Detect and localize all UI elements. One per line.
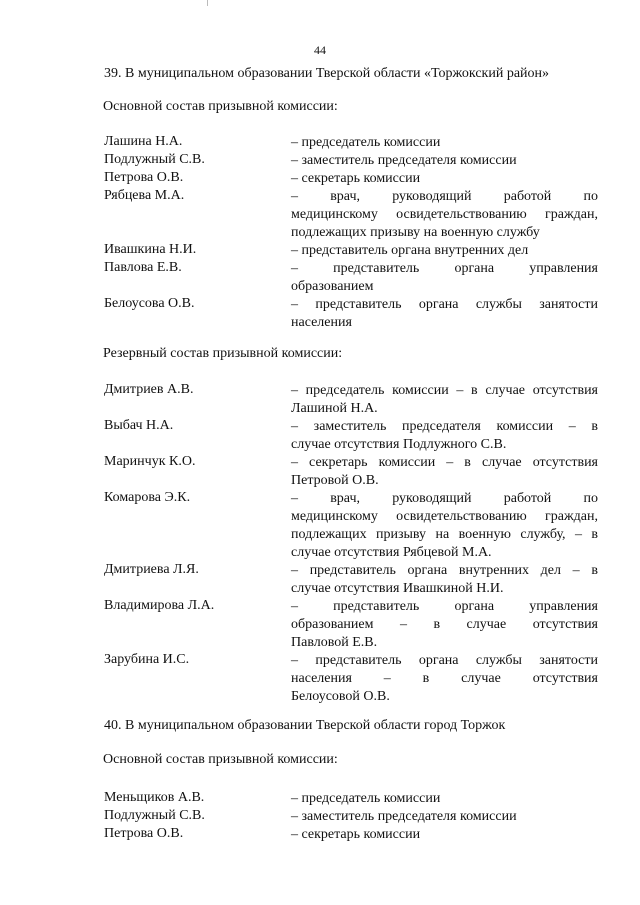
member-role (291, 382, 598, 418)
member-role-line: – представитель органа внутренних дел (291, 243, 529, 258)
member-role-line: Павловой Е.В. (291, 635, 378, 650)
section-39-heading: 39. В муниципальном образовании Тверской области «Торжокский район» (104, 66, 550, 81)
member-name: Подлужный С.В. (104, 808, 205, 823)
member-role-line: – представитель органа службы занятости (291, 653, 598, 668)
member-name: Петрова О.В. (104, 826, 184, 841)
member-role (291, 598, 598, 652)
member-role-line: образованием (291, 279, 374, 294)
member-name: Маринчук К.О. (104, 454, 196, 469)
section-39-reserve-title: Резервный состав призывной комиссии: (103, 346, 343, 361)
member-role (291, 418, 598, 454)
member-role-line: населения – в случае отсутствия (291, 671, 598, 686)
member-role-line: – врач, руководящий работой по (291, 491, 598, 506)
scan-mark (207, 0, 208, 6)
member-role-line: – секретарь комиссии – в случае отсутствия (291, 455, 598, 470)
member-role-line: – заместитель председателя комиссии (291, 153, 517, 168)
member-role-line: Белоусовой О.В. (291, 689, 390, 704)
member-name: Ивашкина Н.И. (104, 242, 197, 257)
member-role-line: – председатель комиссии (291, 135, 441, 150)
member-role-line: случае отсутствия Подлужного С.В. (291, 437, 507, 452)
member-role-line: – представитель органа управления (291, 261, 598, 276)
member-role-line: подлежащих призыву на военную службу, – в (291, 527, 598, 542)
member-role-line: – председатель комиссии (291, 791, 441, 806)
member-name: Подлужный С.В. (104, 152, 205, 167)
member-name: Петрова О.В. (104, 170, 184, 185)
member-role (291, 296, 598, 332)
member-name: Павлова Е.В. (104, 260, 182, 275)
member-role-line: образованием – в случае отсутствия (291, 617, 598, 632)
member-role-line: медицинскому освидетельствованию граждан, (291, 509, 598, 524)
section-40-heading: 40. В муниципальном образовании Тверской области город Торжок (104, 718, 506, 733)
member-role-line: – секретарь комиссии (291, 827, 421, 842)
member-role (291, 260, 598, 296)
member-name: Дмитриева Л.Я. (104, 562, 199, 577)
member-role-line: населения (291, 315, 352, 330)
page-number: 44 (314, 43, 326, 57)
member-role-line: – врач, руководящий работой по (291, 189, 598, 204)
member-name: Лашина Н.А. (104, 134, 183, 149)
member-name: Белоусова О.В. (104, 296, 195, 311)
member-name: Зарубина И.С. (104, 652, 190, 667)
member-role-line: – представитель органа управления (291, 599, 598, 614)
member-name: Владимирова Л.А. (104, 598, 215, 613)
member-role (291, 188, 598, 242)
member-role-line: Петровой О.В. (291, 473, 379, 488)
member-name: Комарова Э.К. (104, 490, 191, 505)
member-role-line: подлежащих призыву на военную службу (291, 225, 540, 240)
member-role-line: – председатель комиссии – в случае отсутствия (291, 383, 598, 398)
member-role-line: – секретарь комиссии (291, 171, 421, 186)
member-role (291, 490, 598, 562)
section-40-main-title: Основной состав призывной комиссии: (103, 752, 338, 767)
member-name: Дмитриев А.В. (104, 382, 194, 397)
member-role (291, 562, 598, 598)
member-name: Рябцева М.А. (104, 188, 185, 203)
member-role-line: – заместитель председателя комиссии – в (291, 419, 598, 434)
member-role-line: – заместитель председателя комиссии (291, 809, 517, 824)
member-role-line: Лашиной Н.А. (291, 401, 378, 416)
member-role (291, 454, 598, 490)
member-role (291, 242, 598, 260)
member-role (291, 170, 598, 188)
member-role (291, 808, 598, 826)
member-name: Выбач Н.А. (104, 418, 174, 433)
member-role-line: – представитель органа службы занятости (291, 297, 598, 312)
member-role (291, 790, 598, 808)
member-role-line: случае отсутствия Ивашкиной Н.И. (291, 581, 504, 596)
member-role-line: медицинскому освидетельствованию граждан, (291, 207, 598, 222)
member-role (291, 652, 598, 706)
member-role (291, 134, 598, 152)
member-role-line: – представитель органа внутренних дел – в (291, 563, 598, 578)
member-name: Меньщиков А.В. (104, 790, 205, 805)
member-role-line: случае отсутствия Рябцевой М.А. (291, 545, 492, 560)
section-39-main-title: Основной состав призывной комиссии: (103, 99, 338, 114)
member-role (291, 826, 598, 844)
member-role (291, 152, 598, 170)
